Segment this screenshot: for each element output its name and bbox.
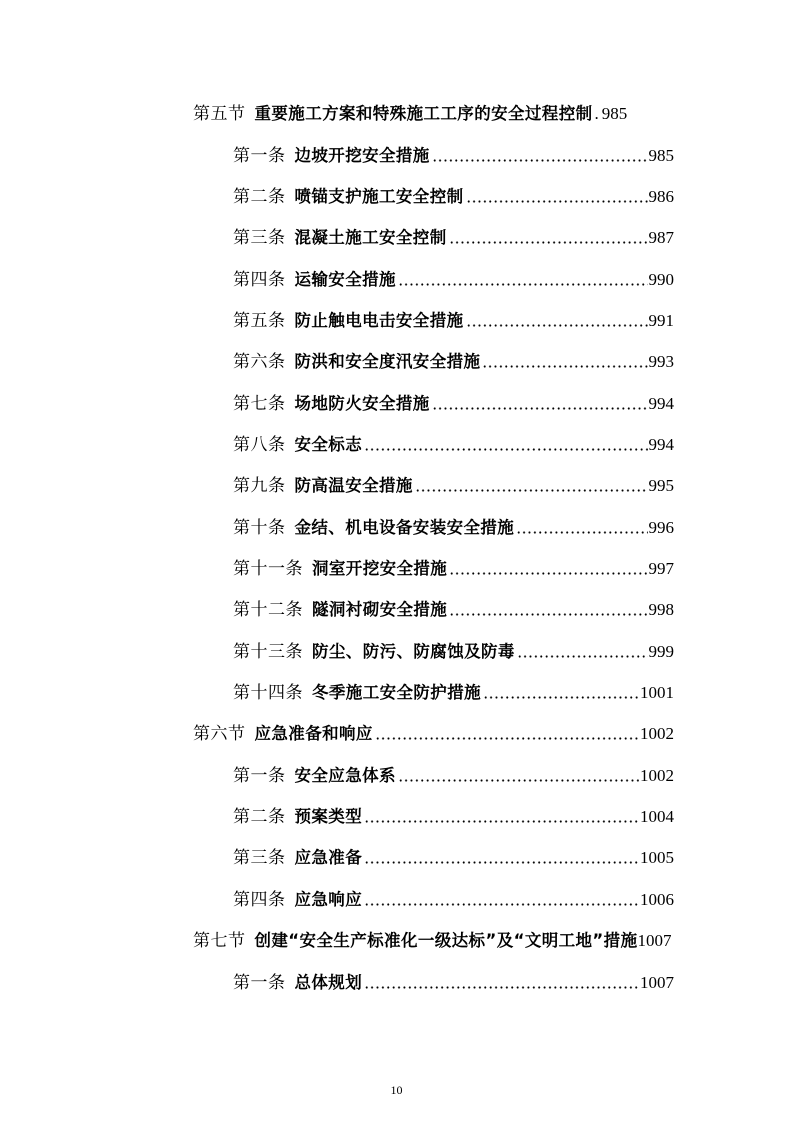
entry-label: 第十一条 [233,559,303,579]
toc-entry-article[interactable] [233,839,674,869]
entry-page-number: 998 [648,600,674,619]
toc-entry-section-6[interactable] [193,715,674,745]
entry-title: 运输安全措施 [294,270,396,289]
dot-leader [415,489,648,492]
dot-leader [482,365,647,368]
dot-leader [466,200,648,203]
entry-page-number: 1004 [640,807,674,826]
dot-leader [364,448,647,451]
entry-label: 第二条 [233,187,286,207]
entry-label: 第九条 [233,476,286,496]
entry-title: 安全标志 [294,435,363,454]
dot-leader [364,861,639,864]
entry-title: 混凝土施工安全控制 [294,228,447,247]
toc-entry-article[interactable] [233,964,674,994]
entry-title: 创建“安全生产标准化一级达标”及“文明工地”措施 [254,931,638,950]
entry-page-number: 991 [648,311,674,330]
entry-title: 洞室开挖安全措施 [312,559,448,578]
entry-title: 应急响应 [294,890,363,909]
dot-leader [449,613,647,616]
toc-entry-section-5[interactable] [193,95,671,125]
entry-label: 第七条 [233,394,286,414]
entry-page-number: 1006 [640,890,674,909]
entry-label: 第三条 [233,848,286,868]
toc-entry-article[interactable] [233,385,674,415]
toc-entry-article[interactable] [233,550,674,580]
dot-leader [466,324,648,327]
entry-title: 重要施工方案和特殊施工工序的安全过程控制 [254,104,593,123]
entry-title: 喷锚支护施工安全控制 [294,187,464,206]
dot-leader [432,159,648,162]
entry-label: 第一条 [233,766,286,786]
entry-label: 第六节 [193,724,246,744]
toc-entry-article[interactable] [233,674,674,704]
toc-entry-article[interactable] [233,302,674,332]
dot-leader [449,241,648,244]
entry-title: 金结、机电设备安装安全措施 [294,518,515,537]
entry-label: 第七节 [193,931,246,951]
dot-leader [516,531,647,534]
entry-label: 第十三条 [233,642,303,662]
page-number-footer: 10 [390,1083,403,1097]
entry-title: 防高温安全措施 [294,476,413,495]
toc-entry-section-7[interactable] [193,922,713,952]
entry-title: 场地防火安全措施 [294,394,430,413]
entry-title: 应急准备 [294,848,363,867]
entry-label: 第五节 [193,104,246,124]
entry-title: 总体规划 [294,973,363,992]
entry-page-number: 994 [648,394,674,413]
entry-page-number: 987 [648,228,674,247]
entry-title: 防洪和安全度汛安全措施 [294,352,481,371]
entry-page-number: 1001 [640,683,674,702]
toc-entry-article[interactable] [233,137,674,167]
dot-leader [398,283,648,286]
entry-page-number: 1007 [637,931,672,950]
entry-page-number: 1007 [640,973,674,992]
entry-page-number: 1002 [640,724,674,743]
entry-label: 第四条 [233,270,286,290]
entry-label: 第五条 [233,311,286,331]
toc-entry-article[interactable] [233,178,674,208]
entry-label: 第三条 [233,228,286,248]
entry-label: 第十四条 [233,683,303,703]
toc-entry-article[interactable] [233,798,674,828]
entry-label: 第一条 [233,973,286,993]
entry-page-number: 1002 [640,766,674,785]
entry-label: 第二条 [233,807,286,827]
entry-title: 边坡开挖安全措施 [294,146,430,165]
dot-leader [449,572,647,575]
toc-entry-article[interactable] [233,426,674,456]
toc-entry-article[interactable] [233,219,674,249]
dot-leader [364,903,639,906]
toc-entry-article[interactable] [233,509,674,539]
toc-entry-article[interactable] [233,467,674,497]
entry-page-number: 995 [648,476,674,495]
toc-entry-article[interactable] [233,633,674,663]
entry-label: 第六条 [233,352,286,372]
dot-leader [364,820,639,823]
dot-leader [517,655,648,658]
entry-page-number: 985 [601,104,628,123]
dot-leader [398,779,639,782]
dot-leader [375,737,639,740]
entry-title: 冬季施工安全防护措施 [312,683,481,702]
entry-page-number: 986 [648,187,674,206]
entry-page-number: 994 [648,435,674,454]
toc-entry-article[interactable] [233,591,674,621]
entry-page-number: 999 [648,642,674,661]
entry-label: 第八条 [233,435,286,455]
entry-page-number: 996 [648,518,674,537]
entry-page-number: 993 [648,352,674,371]
toc-entry-article[interactable] [233,757,674,787]
dot-leader [483,696,639,699]
entry-label: 第一条 [233,146,286,166]
entry-label: 第四条 [233,890,286,910]
dot-leader [432,407,648,410]
dot-leader [364,986,639,989]
toc-entry-article[interactable] [233,261,674,291]
toc-entry-article[interactable] [233,343,674,373]
toc-entry-article[interactable] [233,881,674,911]
entry-page-number: 990 [648,270,674,289]
entry-title: 隧洞衬砌安全措施 [312,600,448,619]
entry-page-number: 1005 [640,848,674,867]
entry-title: 防止触电电击安全措施 [294,311,464,330]
entry-label: 第十条 [233,518,286,538]
entry-title: 防尘、防污、防腐蚀及防毒 [312,642,515,661]
entry-label: 第十二条 [233,600,303,620]
entry-page-number: 985 [648,146,674,165]
entry-title: 应急准备和响应 [254,724,373,743]
entry-page-number: 997 [648,559,674,578]
entry-title: 预案类型 [294,807,363,826]
entry-title: 安全应急体系 [294,766,396,785]
entry-leader-dot: . [594,104,599,123]
